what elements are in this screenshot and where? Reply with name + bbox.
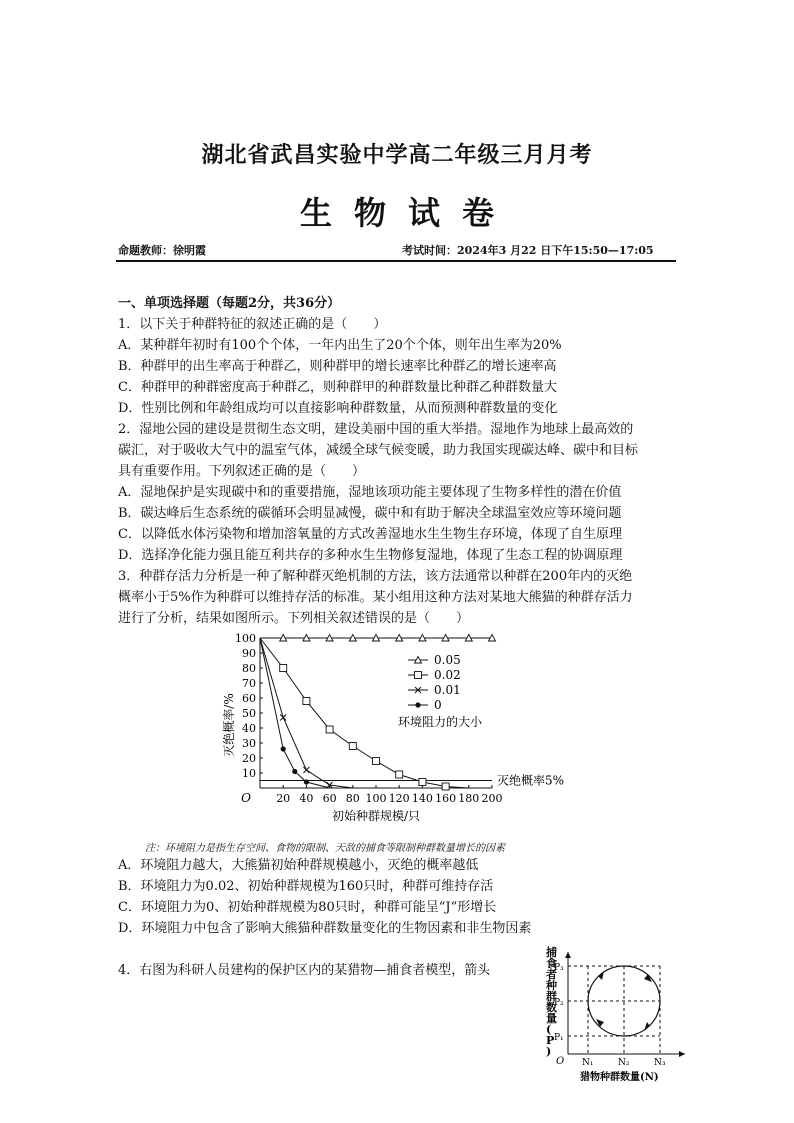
y-tick-label: 90 — [242, 647, 256, 660]
cycle-arrow-icon — [596, 1019, 604, 1027]
y-tick-label: 60 — [242, 692, 256, 705]
y-tick-label: 30 — [242, 737, 256, 750]
model-tick-n2: N₂ — [618, 1058, 630, 1068]
q3-option-a: A．环境阻力越大，大熊猫初始种群规模越小，灭绝的概率越低 — [118, 858, 479, 873]
model-tick-p3: P₃ — [554, 963, 564, 973]
origin-label: O — [241, 791, 251, 805]
data-point-square — [442, 783, 449, 790]
model-ylabel-char: 种 — [546, 979, 557, 992]
x-tick-label: 180 — [458, 792, 480, 805]
data-point-square — [326, 726, 333, 733]
y-tick-label: 100 — [235, 632, 256, 645]
q3-option-d: D．环境阻力中包含了影响大熊猫种群数量变化的生物因素和非生物因素 — [118, 921, 532, 936]
y-tick-label: 50 — [242, 707, 256, 720]
document-title: 湖北省武昌实验中学高二年级三月月考 — [201, 142, 593, 168]
model-ylabel-char: 者 — [546, 968, 557, 981]
q1-option-c: C．种群甲的种群密度高于种群乙，则种群甲的种群数量比种群乙种群数量大 — [118, 380, 557, 395]
q3-stem-line1: 3．种群存活力分析是一种了解种群灭绝机制的方法，该方法通常以种群在200年内的灭绝 — [118, 569, 633, 584]
data-point-square — [349, 743, 356, 750]
data-point-square — [419, 779, 426, 786]
q2-option-c: C．以降低水体污染物和增加溶氧量的方式改善湿地水生生物生存环境，体现了自生原理 — [118, 527, 622, 542]
model-ylabel-char: 量 — [546, 1012, 557, 1025]
data-point-dot — [281, 746, 286, 751]
x-tick-label: 120 — [388, 792, 410, 805]
q1-stem: 1．以下关于种群特征的叙述正确的是（ ） — [118, 317, 387, 332]
q3-stem-line2: 概率小于5%作为种群可以维持存活的标准。某小组用这种方法对某地大熊猫的种群存活力 — [118, 590, 633, 605]
model-origin: O — [556, 1056, 565, 1067]
model-ylabel-char: 捕 — [546, 946, 557, 959]
data-point-dot — [292, 769, 297, 774]
data-point-cross — [280, 715, 286, 721]
cycle-arrow-icon — [598, 971, 604, 980]
q2-option-a: A．湿地保护是实现碳中和的重要措施，湿地该项功能主要体现了生物多样性的潜在价值 — [118, 485, 622, 500]
model-y-arrow — [565, 952, 571, 958]
q1-option-a: A．某种群年初时有100个个体，一年内出生了20个个体，则年出生率为20% — [118, 338, 562, 353]
legend-title: 环境阻力的大小 — [398, 715, 483, 729]
q3-stem-line3: 进行了分析，结果如图所示。下列相关叙述错误的是（ ） — [118, 611, 470, 626]
section-title: 一、单项选择题（每题2分，共36分） — [118, 296, 341, 311]
x-tick-label: 60 — [322, 792, 337, 805]
legend-label-0.05: 0.05 — [434, 653, 461, 667]
legend-label-0.01: 0.01 — [434, 683, 461, 697]
model-xlabel: 猎物种群数量(N) — [580, 1072, 659, 1083]
x-tick-label: 100 — [365, 792, 387, 805]
model-tick-p1: P₁ — [554, 1033, 564, 1043]
data-point-cross — [303, 767, 309, 773]
q2-stem-line1: 2．湿地公园的建设是贯彻生态文明，建设美丽中国的重大举措。湿地作为地球上最高效的 — [118, 422, 634, 437]
x-tick-label: 140 — [411, 792, 433, 805]
x-tick-label: 200 — [481, 792, 503, 805]
legend-label-0: 0 — [434, 698, 442, 712]
q1-option-d: D．性别比例和年龄组成均可以直接影响种群数量，从而预测种群数量的变化 — [118, 401, 558, 416]
model-tick-n3: N₃ — [654, 1058, 666, 1068]
model-ylabel-char: ( — [546, 1023, 552, 1036]
x-tick-label: 80 — [345, 792, 360, 805]
x-tick-label: 40 — [299, 792, 314, 805]
q2-stem-line2: 碳汇，对于吸收大气中的温室气体，减缓全球气候变暖，助力我国实现碳达峰、碳中和目标 — [118, 443, 639, 458]
data-point-square — [415, 672, 422, 679]
y-axis-label: 灭绝概率/% — [222, 693, 236, 757]
cycle-arrow-icon — [644, 1022, 650, 1031]
model-ylabel-char: 数 — [546, 1001, 557, 1014]
q3-option-b: B．环境阻力为0.02、初始种群规模为160只时，种群可维持存活 — [118, 879, 494, 894]
series-line-0 — [260, 638, 330, 788]
y-tick-label: 10 — [242, 767, 256, 780]
q3-option-c: C．环境阻力为0、初始种群规模为80只时，种群可能呈“J”形增长 — [118, 900, 497, 915]
q2-option-d: D．选择净化能力强且能互利共存的多种水生生物修复湿地，体现了生态工程的协调原理 — [118, 548, 623, 563]
y-tick-label: 70 — [242, 677, 256, 690]
x-axis-label: 初始种群规模/只 — [331, 809, 421, 823]
model-tick-n1: N₁ — [582, 1058, 594, 1068]
model-ylabel-char: ) — [546, 1045, 552, 1058]
q4-stem: 4．右图为科研人员建构的保护区内的某猎物—捕食者模型，箭头 — [118, 963, 491, 978]
extinction-probability-chart — [205, 628, 595, 833]
teacher-label: 命题教师：徐明霞 — [118, 244, 206, 257]
x-tick-label: 160 — [435, 792, 457, 805]
chart-note: 注：环境阻力是指生存空间、食物的限制、天敌的捕食等限制种群数量增长的因素 — [145, 843, 505, 854]
y-tick-label: 40 — [242, 722, 256, 735]
threshold-label: 灭绝概率5% — [497, 773, 565, 788]
data-point-dot — [415, 702, 420, 707]
model-ylabel-char: 食 — [546, 957, 557, 970]
subject-title: 生物试卷 — [299, 194, 516, 232]
data-point-dot — [304, 779, 309, 784]
exam-time-label: 考试时间：2024年3 月22 日下午15:50—17:05 — [402, 244, 654, 257]
q1-option-b: B．种群甲的出生率高于种群乙，则种群甲的增长速率比种群乙的增长速率高 — [118, 359, 557, 374]
model-x-arrow — [679, 1051, 685, 1057]
model-ylabel-char: 群 — [546, 990, 557, 1003]
y-tick-label: 20 — [242, 752, 256, 765]
data-point-square — [303, 698, 310, 705]
q2-option-b: B．碳达峰后生态系统的碳循环会明显减慢，碳中和有助于解决全球温室效应等环境问题 — [118, 506, 622, 521]
predator-prey-model-chart — [540, 944, 690, 1084]
legend-label-0.02: 0.02 — [434, 668, 461, 682]
q2-stem-line3: 具有重要作用。下列叙述正确的是（ ） — [118, 464, 366, 479]
data-point-square — [373, 758, 380, 765]
y-tick-label: 80 — [242, 662, 256, 675]
data-point-square — [280, 665, 287, 672]
model-tick-p2: P₂ — [554, 998, 564, 1008]
model-ylabel-char: P — [546, 1034, 555, 1047]
header-divider — [116, 260, 676, 262]
series-line-0.01 — [260, 638, 353, 788]
data-point-square — [396, 771, 403, 778]
x-tick-label: 20 — [276, 792, 291, 805]
